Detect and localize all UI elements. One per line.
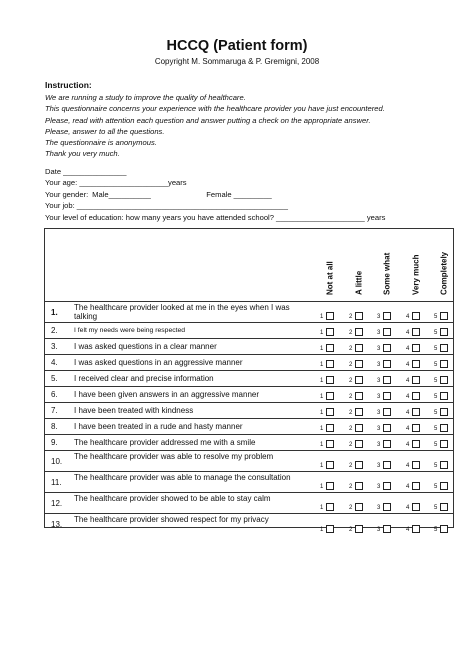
answer-option-number: 4 [406,426,410,432]
answer-option-number: 2 [349,346,353,352]
answer-option-number: 1 [320,527,324,533]
answer-checkbox[interactable] [440,408,448,416]
answer-option-number: 2 [349,442,353,448]
question-text: I was asked questions in an aggressive manner [74,358,243,367]
answer-checkbox[interactable] [326,312,334,320]
scale-column-label-text: Completely [439,251,449,295]
answer-checkbox[interactable] [383,525,391,533]
answer-checkbox[interactable] [383,360,391,368]
copyright-line: Copyright M. Sommaruga & P. Gremigni, 2008 [154,57,320,66]
answer-option-number: 5 [434,394,438,400]
answer-checkbox[interactable] [412,408,420,416]
answer-option-number: 2 [349,314,353,320]
answer-checkbox[interactable] [326,408,334,416]
answer-checkbox[interactable] [355,408,363,416]
question-number: 11. [51,478,62,487]
question-text: The healthcare provider showed respect for my privacy [74,515,269,524]
answer-option-number: 2 [349,330,353,336]
question-row [45,323,453,339]
answer-option-number: 1 [320,410,324,416]
question-row [45,493,453,514]
answer-option-number: 5 [434,527,438,533]
answer-option-number: 4 [406,362,410,368]
answer-option-number: 1 [320,442,324,448]
answer-checkbox[interactable] [355,312,363,320]
answer-checkbox[interactable] [355,424,363,432]
instruction-line: Please, answer to all the questions. [45,126,165,136]
job-field[interactable]: Your job: __________________________________________________ [45,201,288,211]
question-text: I have been treated with kindness [74,406,194,415]
answer-option-number: 3 [377,410,381,416]
answer-checkbox[interactable] [412,392,420,400]
question-row [45,472,453,493]
answer-option-number: 2 [349,505,353,511]
instruction-line: The questionnaire is anonymous. [45,138,157,148]
answer-checkbox[interactable] [326,328,334,336]
question-text: The healthcare provider showed to be able to stay calm [74,494,271,503]
answer-option-number: 3 [377,527,381,533]
answer-checkbox[interactable] [326,503,334,511]
answer-checkbox[interactable] [440,461,448,469]
question-number: 12. [51,499,63,508]
answer-checkbox[interactable] [440,482,448,490]
question-text: The healthcare provider was able to resolve my problem [74,452,274,461]
answer-checkbox[interactable] [440,503,448,511]
question-number: 13. [51,520,63,529]
question-number: 2. [51,326,58,335]
answer-option-number: 3 [377,442,381,448]
answer-checkbox[interactable] [326,424,334,432]
question-text: I have been given answers in an aggressive manner [74,390,259,399]
answer-checkbox[interactable] [412,525,420,533]
answer-checkbox[interactable] [383,328,391,336]
scale-column-label-text: Not at all [325,261,335,295]
answer-option-number: 3 [377,426,381,432]
answer-checkbox[interactable] [355,376,363,384]
scale-column-label-text: A little [354,270,364,295]
answer-option-number: 1 [320,484,324,490]
scale-column-label [352,229,366,295]
answer-checkbox[interactable] [412,328,420,336]
answer-checkbox[interactable] [326,392,334,400]
answer-option-number: 3 [377,463,381,469]
answer-option-number: 5 [434,378,438,384]
answer-option-number: 5 [434,484,438,490]
answer-checkbox[interactable] [355,328,363,336]
answer-option-number: 3 [377,505,381,511]
answer-option-number: 1 [320,362,324,368]
answer-checkbox[interactable] [326,440,334,448]
answer-checkbox[interactable] [440,360,448,368]
answer-checkbox[interactable] [383,503,391,511]
scale-column-label-text: Some what [382,252,392,295]
answer-checkbox[interactable] [326,360,334,368]
answer-checkbox[interactable] [355,503,363,511]
answer-checkbox[interactable] [412,461,420,469]
question-number: 9. [51,438,58,447]
answer-checkbox[interactable] [412,503,420,511]
answer-option-number: 4 [406,505,410,511]
question-number: 3. [51,342,58,351]
answer-option-number: 2 [349,410,353,416]
answer-checkbox[interactable] [412,344,420,352]
answer-option-number: 5 [434,463,438,469]
answer-option-number: 2 [349,394,353,400]
answer-option-number: 4 [406,442,410,448]
answer-option-number: 4 [406,394,410,400]
instruction-text [45,92,465,160]
answer-option-number: 5 [434,505,438,511]
answer-option-number: 5 [434,426,438,432]
question-text: The healthcare provider looked at me in the eyes when I was talking [74,303,290,322]
answer-option-number: 2 [349,378,353,384]
answer-option-number: 2 [349,527,353,533]
scale-column-label [380,229,394,295]
answer-checkbox[interactable] [355,440,363,448]
answer-option-number: 4 [406,346,410,352]
gender-field [45,189,465,200]
question-text: The healthcare provider was able to manage the consultation [74,473,291,482]
answer-checkbox[interactable] [326,461,334,469]
answer-option-number: 2 [349,362,353,368]
answer-option-number: 5 [434,346,438,352]
question-text: I received clear and precise information [74,374,214,383]
answer-option-number: 4 [406,378,410,384]
answer-option-number: 5 [434,410,438,416]
answer-checkbox[interactable] [440,440,448,448]
question-row [45,514,453,535]
question-row [45,435,453,451]
answer-checkbox[interactable] [412,312,420,320]
scale-column-label [323,229,337,295]
answer-checkbox[interactable] [383,392,391,400]
answer-checkbox[interactable] [383,408,391,416]
instruction-line: We are running a study to improve the quality of healthcare. [45,93,246,102]
question-row [45,371,453,387]
answer-checkbox[interactable] [440,424,448,432]
answer-option-number: 4 [406,463,410,469]
answer-checkbox[interactable] [383,312,391,320]
answer-option-number: 1 [320,463,324,469]
answer-checkbox[interactable] [355,461,363,469]
question-number: 1. [51,308,58,317]
answer-checkbox[interactable] [440,312,448,320]
answer-checkbox[interactable] [383,424,391,432]
answer-option-number: 2 [349,426,353,432]
instruction-line: Thank you very much. [45,149,120,159]
question-text: I was asked questions in a clear manner [74,342,217,351]
answer-checkbox[interactable] [383,376,391,384]
question-row [45,302,453,323]
answer-option-number: 3 [377,330,381,336]
age-field[interactable]: Your age: _____________________years [45,178,187,188]
question-row [45,419,453,435]
question-number: 8. [51,422,58,431]
answer-checkbox[interactable] [412,376,420,384]
question-row [45,355,453,371]
answer-option-number: 4 [406,484,410,490]
answer-checkbox[interactable] [355,344,363,352]
gender-female-field[interactable]: Female _________ [206,189,272,199]
answer-checkbox[interactable] [326,344,334,352]
answer-option-number: 5 [434,442,438,448]
date-field[interactable]: Date _______________ [45,167,127,176]
question-row [45,339,453,355]
answer-option-number: 3 [377,314,381,320]
answer-checkbox[interactable] [440,392,448,400]
question-row [45,387,453,403]
question-number: 10. [51,457,63,466]
questionnaire-table [44,228,454,533]
answer-option-number: 3 [377,484,381,490]
question-number: 6. [51,390,58,399]
question-number: 5. [51,374,58,383]
answer-option-number: 1 [320,505,324,511]
answer-option-number: 1 [320,314,324,320]
answer-option-number: 5 [434,362,438,368]
answer-checkbox[interactable] [383,440,391,448]
answer-checkbox[interactable] [440,344,448,352]
answer-checkbox[interactable] [355,360,363,368]
question-row [45,451,453,472]
answer-option-number: 1 [320,426,324,432]
answer-option-number: 2 [349,463,353,469]
form-title: HCCQ (Patient form) [166,38,308,54]
question-number: 4. [51,358,58,367]
scale-column-label-text: Very much [411,254,421,295]
answer-option-number: 4 [406,410,410,416]
answer-option-number: 5 [434,330,438,336]
question-row [45,403,453,419]
answer-option-number: 1 [320,346,324,352]
answer-checkbox[interactable] [440,376,448,384]
instruction-line: Please, read with attention each question and answer putting a check on the appropriate answer. [45,115,371,125]
instruction-line: This questionnaire concerns your experience with the healthcare provider you have just encountered. [45,104,385,114]
answer-option-number: 4 [406,314,410,320]
answer-option-number: 2 [349,484,353,490]
answer-checkbox[interactable] [412,424,420,432]
instruction-heading: Instruction: [45,80,92,90]
scale-column-label [409,229,423,295]
answer-checkbox[interactable] [383,344,391,352]
question-text: The healthcare provider addressed me with a smile [74,438,256,447]
answer-option-number: 1 [320,330,324,336]
answer-checkbox[interactable] [355,392,363,400]
answer-option-number: 3 [377,378,381,384]
answer-checkbox[interactable] [326,376,334,384]
answer-option-number: 4 [406,527,410,533]
scale-column-label [437,229,451,295]
answer-checkbox[interactable] [383,461,391,469]
answer-checkbox[interactable] [355,482,363,490]
answer-checkbox[interactable] [383,482,391,490]
answer-option-number: 3 [377,346,381,352]
answer-checkbox[interactable] [412,440,420,448]
answer-option-number: 1 [320,378,324,384]
education-field[interactable]: Your level of education: how many years you have attended school? _____________________ years [45,212,386,222]
gender-male-field[interactable]: Male__________ [92,189,151,199]
question-number: 7. [51,406,58,415]
gender-label: Your gender: [45,189,89,199]
respondent-fields [45,166,465,223]
question-text: I felt my needs were being respected [74,327,186,334]
question-text: I have been treated in a rude and hasty manner [74,422,243,431]
answer-checkbox[interactable] [412,360,420,368]
scale-header [45,229,453,302]
answer-option-number: 3 [377,394,381,400]
answer-checkbox[interactable] [440,328,448,336]
answer-option-number: 4 [406,330,410,336]
answer-checkbox[interactable] [440,525,448,533]
answer-checkbox[interactable] [326,525,334,533]
answer-checkbox[interactable] [412,482,420,490]
answer-option-number: 3 [377,362,381,368]
answer-checkbox[interactable] [326,482,334,490]
answer-option-number: 1 [320,394,324,400]
answer-option-number: 5 [434,314,438,320]
answer-checkbox[interactable] [355,525,363,533]
